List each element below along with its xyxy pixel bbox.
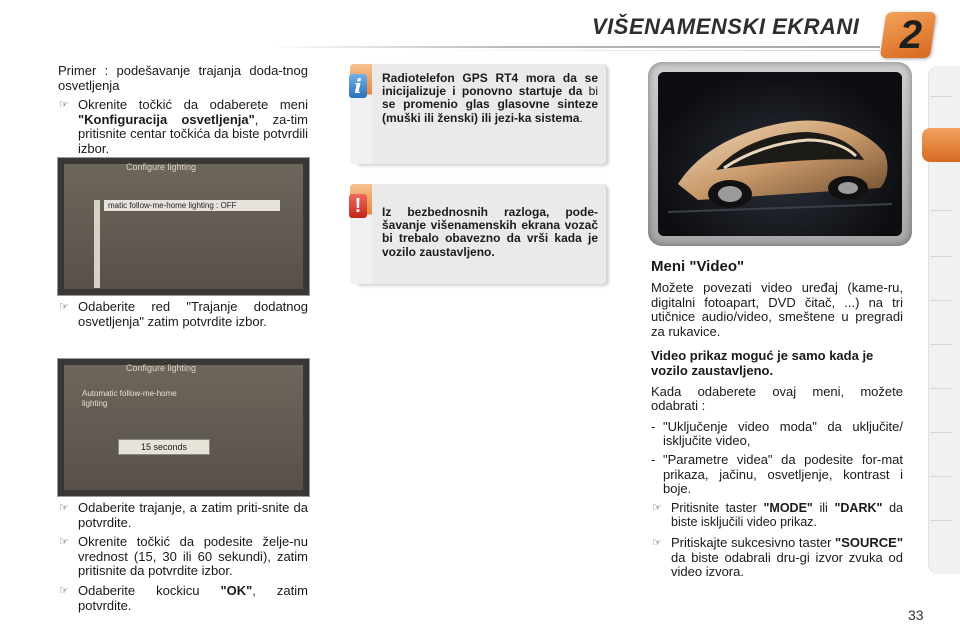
video-option-2 [651,453,903,497]
info-box [355,64,607,164]
dash-marker: - [651,418,656,434]
step-2 [58,300,308,329]
video-option-2-text: "Parametre videa" da podesite for-mat prikaza, jačinu, osvetljenje, kontrast i boje. [663,451,903,497]
info-box-text [382,72,598,125]
bullet-2-text: Pritiskajte sukcesivno taster [671,534,836,550]
step-5 [58,584,308,613]
mode-key: "MODE" [763,500,813,515]
step-3 [58,501,308,530]
step-5-text: Odaberite kockicu [78,582,200,598]
chapter-tab-divider [930,476,952,477]
chapter-tab-divider [930,344,952,345]
bullet-1-or: ili [812,500,835,515]
bullet-1-text-end: da biste isključili video prikaz. [671,500,903,530]
video-stopped-note: Video prikaz moguć je samo kada je vozilo zaustavljeno. [651,348,874,378]
step-3-text: Odaberite trajanje, a zatim priti-snite da potvrdite. [78,500,308,530]
step-1-menu-name: "Konfiguracija osvetljenja" [78,111,255,127]
pointing-hand-icon: ☞ [59,502,69,514]
page-title: VIŠENAMENSKI EKRANI [592,14,860,39]
screen-title: Configure lighting [126,162,197,172]
pointing-hand-icon: ☞ [59,584,69,597]
info-text-d: . [579,110,583,125]
warning-box [355,184,607,284]
scroll-bar [94,200,100,288]
step-1-text-end: , za-tim pritisnite centar točkića da biste potvrdili izbor. [78,111,308,156]
warning-icon: ! [349,194,367,218]
pointing-hand-icon: ☞ [59,536,69,549]
step-5-ok: "OK" [220,582,253,598]
screen-glass [658,72,902,236]
pointing-hand-icon: ☞ [59,301,69,313]
step-2-text: Odaberite red "Trajanje dodatnog osvetljenja" zatim potvrdite izbor. [78,299,308,329]
chapter-tab-divider [930,520,952,521]
info-text-a: Radiotelefon GPS RT4 mora da se inicijalizuje i ponovno startuje da [382,71,598,99]
screen-title: Configure lighting [126,363,197,373]
video-menu-heading: Meni "Video" [651,258,745,275]
warning-box-text: Iz bezbednosnih razloga, pode-šavanje višenamenskih ekrana vozač bi trebalo obavezno da vrši kada je vozilo zaustavljeno. [382,205,598,259]
header-rule-secondary [400,50,880,51]
screenshot-configure-lighting-2 [57,358,310,497]
step-1 [58,98,308,156]
chapter-tab-divider [930,300,952,301]
left-column-top [58,64,308,157]
screen-surface [64,365,303,490]
chapter-tab-divider [930,432,952,433]
concept-car-image [658,72,902,236]
pointing-hand-icon: ☞ [59,99,69,112]
right-column [651,281,903,580]
step-4-text: Okrenite točkić da podesite želje-nu vrednost (15, 30 ili 60 sekundi), zatim pritisnite da potvrdite izbor. [78,534,308,579]
step-1-text: Okrenite točkić da odaberete meni [78,97,308,113]
screen-menu-row: matic follow-me-home lighting : OFF [104,200,280,211]
page-number: 33 [908,607,924,623]
video-bullet-2 [651,536,903,580]
duration-value: 15 seconds [118,439,210,455]
screenshot-configure-lighting-1 [57,157,310,296]
chapter-tab-divider [930,256,952,257]
chapter-tab-active [922,128,960,162]
info-text-b: bi [582,84,598,99]
chapter-tab-divider [930,96,952,97]
chapter-tab-divider [930,210,952,211]
video-screen-photo [648,62,912,246]
header-rule [270,46,880,48]
chapter-tab-divider [930,388,952,389]
chapter-number: 2 [899,13,923,57]
pointing-hand-icon: ☞ [652,501,662,514]
step-5-text-end: , zatim potvrdite. [78,582,308,613]
video-option-1-text: "Uključenje video moda" da uključite/ isključite video, [663,418,903,449]
dark-key: "DARK" [834,500,883,515]
dash-marker: - [651,451,656,467]
pointing-hand-icon: ☞ [652,536,662,549]
video-option-1 [651,420,903,449]
info-icon: i [349,74,367,98]
video-select-intro: Kada odaberete ovaj meni, možete odabrati : [651,383,903,414]
intro-text: Primer : podešavanje trajanja doda-tnog osvetljenja [58,63,308,93]
screen-subtitle: Automatic follow-me-home lighting [82,389,177,408]
bullet-2-text-end: da biste odabrali dru-gi izvor zvuka od video izvora. [671,549,903,580]
step-4 [58,535,308,579]
bullet-1-text: Pritisnite taster [671,500,764,515]
source-key: "SOURCE" [835,534,903,550]
left-column-bottom [58,501,308,613]
video-bullet-1 [651,501,903,530]
info-text-c: se promenio glas glasovne sinteze (muški ili ženski) ili jezi-ka sistema [382,97,598,125]
video-intro: Možete povezati video uređaj (kame-ru, digitalni fotoapart, DVD čitač, ...) na tri utičnice audio/video, smeštene u pregradi za rukavice. [651,280,903,339]
step-2-block [58,300,308,329]
